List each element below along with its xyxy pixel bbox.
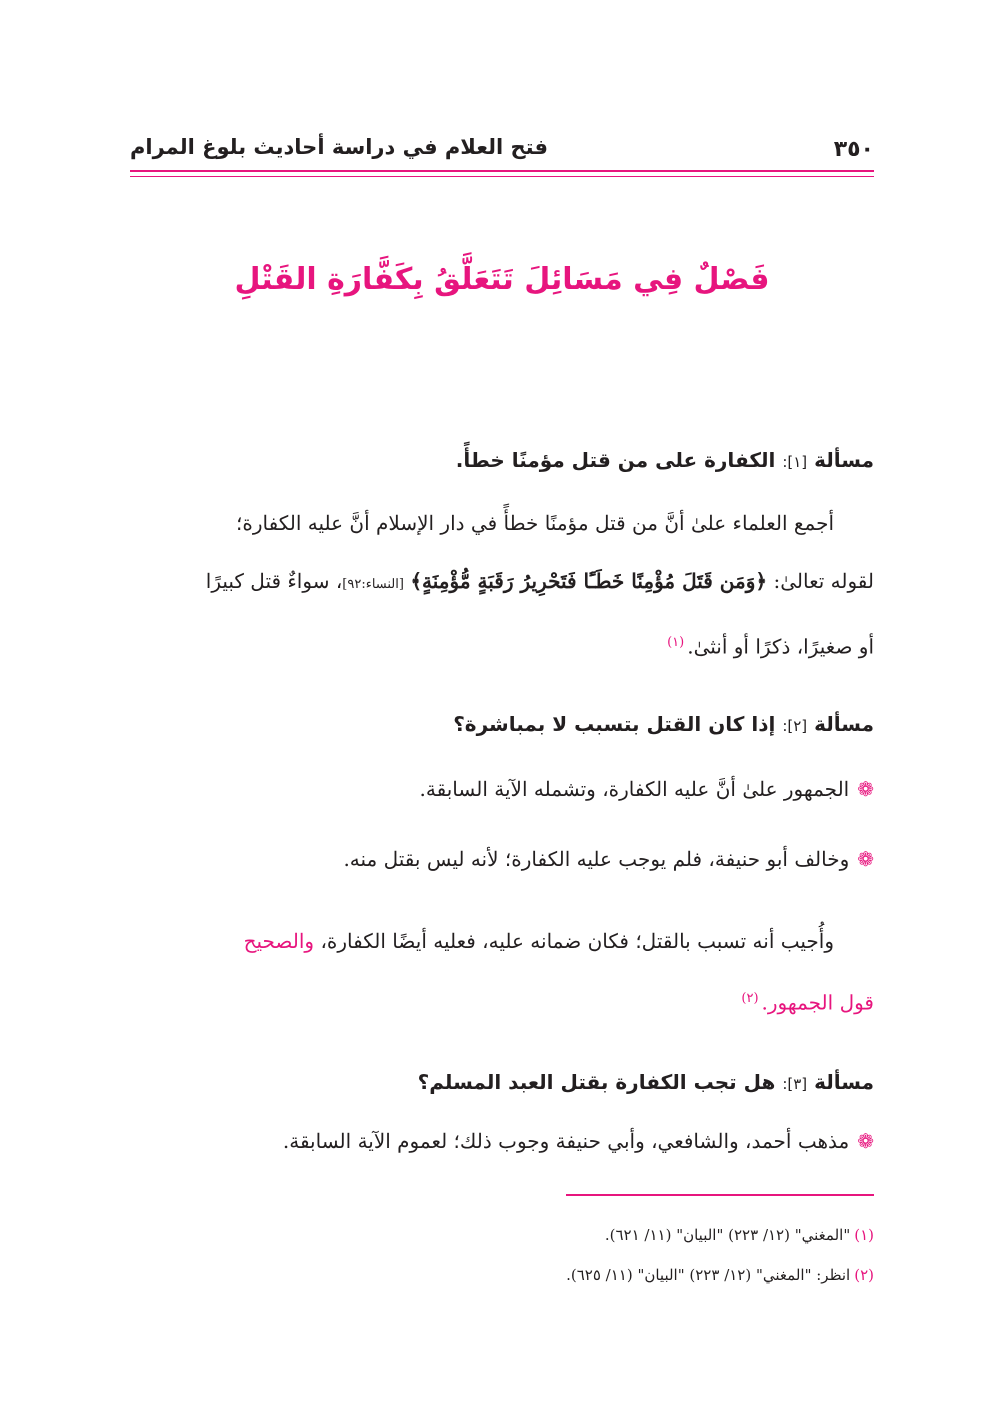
bullet-item-1-text: الجمهور علىٰ أنَّ عليه الكفارة، وتشمله الآية السابقة. xyxy=(419,777,850,801)
paragraph-1-continuation: ، سواءٌ قتل كبيرًا xyxy=(205,569,343,593)
bullet-item-3 xyxy=(130,1112,874,1170)
flower-bullet-icon: ❁ xyxy=(857,1129,874,1153)
page-header xyxy=(130,125,874,175)
paragraph-1-line-1: أجمع العلماء علىٰ أنَّ من قتل مؤمنًا خطأً في دار الإسلام أنَّ عليه الكفارة؛ xyxy=(236,511,834,535)
masala-label: مسألة xyxy=(814,448,874,472)
page-number: ٣٥٠ xyxy=(833,137,874,162)
footnote-number: (١) xyxy=(854,1226,874,1244)
masala-1-heading xyxy=(130,448,874,472)
bullet-item-2 xyxy=(130,830,874,888)
quote-intro: لقوله تعالىٰ: xyxy=(773,569,874,593)
header-rule-thin xyxy=(130,176,874,177)
flower-bullet-icon: ❁ xyxy=(857,847,874,871)
paragraph-2 xyxy=(130,912,874,1032)
paragraph-1-line-2 xyxy=(130,552,874,614)
masala-title: إذا كان القتل بتسبب لا بمباشرة؟ xyxy=(453,712,776,736)
masala-number: [١]: xyxy=(782,453,808,471)
footnote-separator xyxy=(566,1194,874,1196)
flower-bullet-icon: ❁ xyxy=(857,777,874,801)
quran-verse: ﴿وَمَن قَتَلَ مُؤْمِنًا خَطَـًٔا فَتَحْرِيرُ رَقَبَةٍ مُّؤْمِنَةٍ﴾ xyxy=(410,569,768,593)
footnote-text: "المغني" (١٢/ ٢٢٣) "البيان" (١١/ ٦٢١). xyxy=(604,1226,851,1244)
masala-title: هل تجب الكفارة بقتل العبد المسلم؟ xyxy=(417,1070,776,1094)
footnote-marker-1[interactable]: (١) xyxy=(667,635,685,650)
paragraph-2-line-2 xyxy=(130,970,874,1032)
bullet-item-1 xyxy=(130,760,874,818)
footnote-2 xyxy=(130,1266,874,1284)
footnote-text: انظر: "المغني" (١٢/ ٢٢٣) "البيان" (١١/ ٦٢٥). xyxy=(566,1266,851,1284)
bullet-item-3-text: مذهب أحمد، والشافعي، وأبي حنيفة وجوب ذلك؛ لعموم الآية السابقة. xyxy=(282,1129,850,1153)
masala-label: مسألة xyxy=(814,712,874,736)
footnote-1 xyxy=(130,1226,874,1244)
header-rule-thick xyxy=(130,170,874,172)
footnote-marker-2[interactable]: (٢) xyxy=(741,991,759,1006)
paragraph-1-line-3 xyxy=(130,614,874,676)
footnote-number: (٢) xyxy=(854,1266,874,1284)
paragraph-2-line-1-text: وأُجيب أنه تسبب بالقتل؛ فكان ضمانه عليه، فعليه أيضًا الكفارة، xyxy=(320,929,834,953)
paragraph-1-line-3-text: أو صغيرًا، ذكرًا أو أنثىٰ. xyxy=(687,634,874,659)
paragraph-2-line-1 xyxy=(130,912,874,970)
masala-2-heading xyxy=(130,712,874,736)
masala-number: [٢]: xyxy=(782,717,808,735)
masala-label: مسألة xyxy=(814,1070,874,1094)
masala-3-heading xyxy=(130,1070,874,1094)
paragraph-2-line-2-text: قول الجمهور. xyxy=(761,990,874,1015)
highlight-text: والصحيح xyxy=(243,929,315,953)
masala-title: الكفارة على من قتل مؤمنًا خطأً. xyxy=(455,448,776,472)
paragraph-1 xyxy=(130,494,874,676)
chapter-title: فَصْلٌ فِي مَسَائِلَ تَتَعَلَّقُ بِكَفَّارَةِ القَتْلِ xyxy=(234,262,770,297)
bullet-item-2-text: وخالف أبو حنيفة، فلم يوجب عليه الكفارة؛ لأنه ليس بقتل منه. xyxy=(343,847,850,871)
masala-number: [٣]: xyxy=(782,1075,808,1093)
running-title: فتح العلام في دراسة أحاديث بلوغ المرام xyxy=(130,135,548,159)
verse-reference: [النساء:٩٢] xyxy=(342,577,404,592)
